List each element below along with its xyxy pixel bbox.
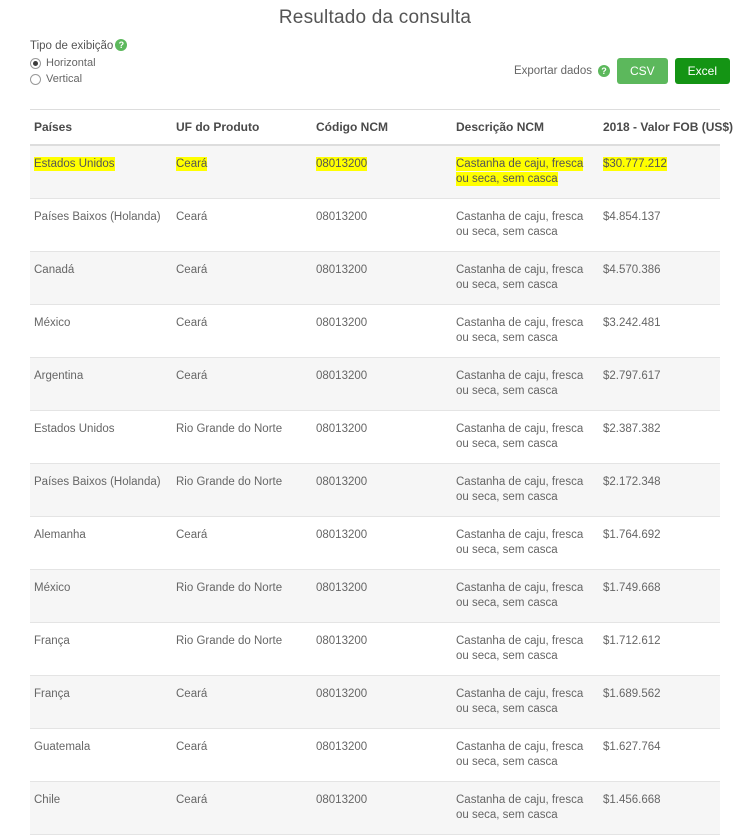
help-icon[interactable]: ? — [115, 39, 127, 51]
cell-valor-highlight: $30.777.212 — [603, 158, 667, 170]
cell-uf: Rio Grande do Norte — [172, 623, 312, 676]
table-row — [30, 305, 720, 358]
cell-descricao: Castanha de caju, fresca ou seca, sem casca — [452, 782, 599, 835]
cell-uf: Ceará — [172, 358, 312, 411]
cell-uf: Ceará — [172, 729, 312, 782]
cell-uf: Ceará — [172, 782, 312, 835]
cell-descricao: Castanha de caju, fresca ou seca, sem casca — [452, 411, 599, 464]
table-row — [30, 358, 720, 411]
export-csv-button[interactable]: CSV — [617, 58, 668, 84]
cell-pais: Países Baixos (Holanda) — [30, 464, 172, 517]
table-head — [30, 110, 734, 146]
controls-bar — [0, 39, 750, 101]
export-excel-button[interactable]: Excel — [675, 58, 730, 84]
table-row — [30, 464, 720, 517]
cell-valor: $1.627.764 — [599, 729, 720, 782]
cell-uf: Ceará — [172, 252, 312, 305]
cell-ncm: 08013200 — [312, 199, 452, 252]
table-row — [30, 517, 720, 570]
radio-horizontal-label: Horizontal — [46, 57, 96, 69]
page-title: Resultado da consulta — [278, 7, 472, 28]
cell-pais: França — [30, 623, 172, 676]
cell-ncm: 08013200 — [312, 305, 452, 358]
cell-ncm-highlight: 08013200 — [316, 158, 368, 170]
display-type-group — [30, 39, 127, 85]
radio-vertical-label: Vertical — [46, 73, 83, 85]
cell-uf: Rio Grande do Norte — [172, 464, 312, 517]
table-row — [30, 199, 720, 252]
cell-pais: Argentina — [30, 358, 172, 411]
cell-descricao: Castanha de caju, fresca ou seca, sem casca — [452, 305, 599, 358]
cell-descricao: Castanha de caju, fresca ou seca, sem casca — [452, 623, 599, 676]
cell-valor: $1.764.692 — [599, 517, 720, 570]
table-body — [30, 145, 720, 835]
cell-descricao: Castanha de caju, fresca ou seca, sem casca — [452, 676, 599, 729]
cell-uf-highlight: Ceará — [176, 158, 208, 170]
table-header-row — [30, 110, 720, 146]
export-label: Exportar dados — [513, 65, 592, 77]
column-header-valor[interactable]: 2018 - Valor FOB (US$) — [599, 110, 720, 146]
cell-valor: $4.570.386 — [599, 252, 720, 305]
cell-pais: Guatemala — [30, 729, 172, 782]
column-header-descricao[interactable]: Descrição NCM — [452, 110, 599, 146]
cell-uf: Ceará — [172, 676, 312, 729]
cell-descricao: Castanha de caju, fresca ou seca, sem casca — [452, 358, 599, 411]
export-help-icon[interactable]: ? — [598, 65, 610, 77]
cell-descricao: Castanha de caju, fresca ou seca, sem casca — [452, 252, 599, 305]
cell-pais: França — [30, 676, 172, 729]
cell-ncm: 08013200 — [312, 358, 452, 411]
results-table — [30, 109, 734, 835]
table-row — [30, 623, 720, 676]
cell-pais: México — [30, 570, 172, 623]
cell-pais: Alemanha — [30, 517, 172, 570]
cell-pais: México — [30, 305, 172, 358]
cell-ncm: 08013200 — [312, 464, 452, 517]
table-row — [30, 145, 720, 199]
cell-ncm: 08013200 — [312, 623, 452, 676]
cell-valor: $1.749.668 — [599, 570, 720, 623]
cell-uf: Rio Grande do Norte — [172, 411, 312, 464]
cell-ncm: 08013200 — [312, 782, 452, 835]
cell-ncm: 08013200 — [312, 676, 452, 729]
cell-descricao: Castanha de caju, fresca ou seca, sem casca — [452, 517, 599, 570]
cell-ncm — [312, 145, 452, 199]
cell-valor: $1.712.612 — [599, 623, 720, 676]
column-header-uf[interactable]: UF do Produto — [172, 110, 312, 146]
cell-pais: Canadá — [30, 252, 172, 305]
table-row — [30, 411, 720, 464]
cell-valor: $1.456.668 — [599, 782, 720, 835]
cell-ncm: 08013200 — [312, 729, 452, 782]
cell-descricao: Castanha de caju, fresca ou seca, sem casca — [452, 729, 599, 782]
radio-vertical-dot[interactable] — [30, 74, 41, 85]
cell-ncm: 08013200 — [312, 517, 452, 570]
export-group — [514, 58, 730, 84]
cell-uf: Ceará — [172, 305, 312, 358]
cell-uf: Ceará — [172, 199, 312, 252]
cell-pais — [30, 145, 172, 199]
cell-descricao-highlight: Castanha de caju, fresca ou seca, sem casca — [456, 158, 584, 185]
cell-valor: $4.854.137 — [599, 199, 720, 252]
column-header-paises[interactable]: Países — [30, 110, 172, 146]
cell-pais: Chile — [30, 782, 172, 835]
cell-uf — [172, 145, 312, 199]
cell-valor: $2.172.348 — [599, 464, 720, 517]
cell-descricao: Castanha de caju, fresca ou seca, sem casca — [452, 464, 599, 517]
cell-valor — [599, 145, 720, 199]
cell-ncm: 08013200 — [312, 252, 452, 305]
cell-uf: Ceará — [172, 517, 312, 570]
cell-valor: $2.797.617 — [599, 358, 720, 411]
display-type-label — [30, 39, 127, 52]
cell-uf: Rio Grande do Norte — [172, 570, 312, 623]
cell-valor: $2.387.382 — [599, 411, 720, 464]
table-row — [30, 676, 720, 729]
radio-horizontal-dot[interactable] — [30, 58, 41, 69]
cell-descricao: Castanha de caju, fresca ou seca, sem casca — [452, 570, 599, 623]
column-header-ncm[interactable]: Código NCM — [312, 110, 452, 146]
cell-valor: $3.242.481 — [599, 305, 720, 358]
table-row — [30, 729, 720, 782]
cell-ncm: 08013200 — [312, 411, 452, 464]
cell-pais: Países Baixos (Holanda) — [30, 199, 172, 252]
display-type-text: Tipo de exibição — [30, 40, 114, 52]
cell-ncm: 08013200 — [312, 570, 452, 623]
cell-descricao — [452, 145, 599, 199]
table-row — [30, 252, 720, 305]
table-row — [30, 570, 720, 623]
cell-pais: Estados Unidos — [30, 411, 172, 464]
radio-option-horizontal[interactable] — [30, 57, 127, 69]
table-row — [30, 782, 720, 835]
cell-pais-highlight: Estados Unidos — [34, 158, 115, 170]
cell-descricao: Castanha de caju, fresca ou seca, sem casca — [452, 199, 599, 252]
radio-option-vertical[interactable] — [30, 73, 127, 85]
cell-valor: $1.689.562 — [599, 676, 720, 729]
